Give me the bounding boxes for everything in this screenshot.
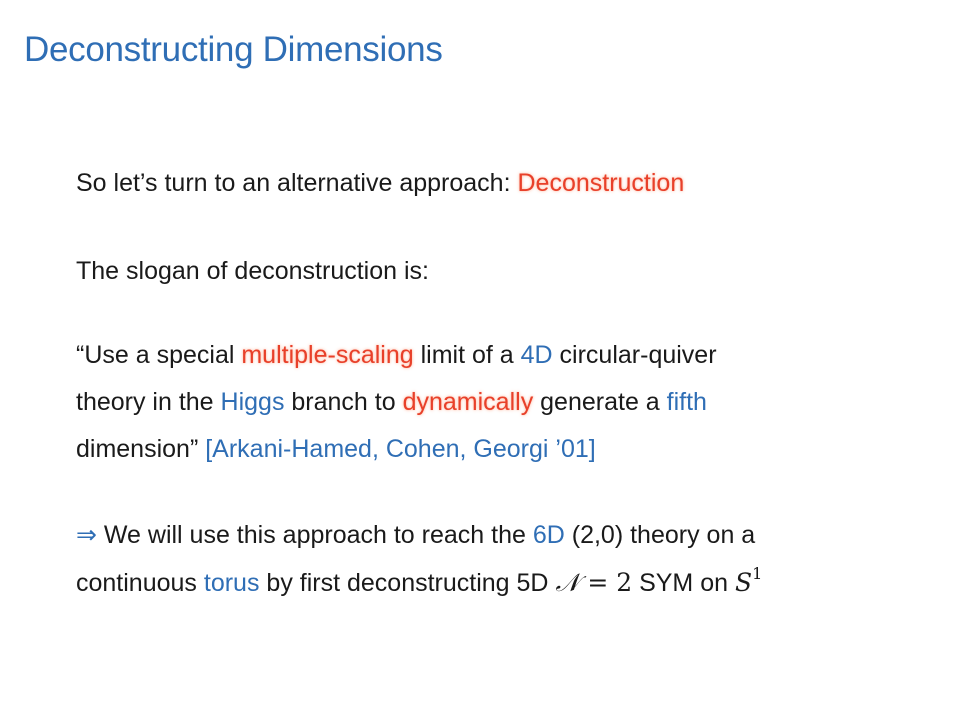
quote-text: “Use a special (76, 341, 242, 369)
dynamically-highlight: dynamically (402, 388, 534, 416)
quote-text: limit of a (413, 341, 521, 369)
conclusion-text: SYM on (632, 569, 735, 597)
intro-line (76, 160, 684, 207)
4d-highlight: 4D (520, 341, 553, 369)
quote-text: theory in the (76, 388, 221, 416)
quote-line-1 (76, 332, 717, 379)
math-n: 𝒩 (555, 568, 580, 597)
citation: [Arkani-Hamed, Cohen, Georgi ’01] (205, 435, 596, 463)
conclusion-text: (2,0) theory on a (564, 521, 756, 549)
6d-highlight: 6D (532, 521, 565, 549)
conclusion-text: We will use this approach to reach the (96, 521, 533, 549)
quote-text: branch to (284, 388, 403, 416)
math-s: S (734, 568, 753, 597)
conclusion-text: continuous (76, 569, 204, 597)
quote-text: dimension” (76, 435, 206, 463)
slogan-line (76, 248, 429, 295)
slogan-text: The slogan of deconstruction is: (76, 257, 429, 285)
conclusion-block (76, 512, 762, 607)
torus-highlight: torus (203, 569, 260, 597)
slide-title: Deconstructing Dimensions (24, 30, 443, 69)
quote-line-3 (76, 426, 717, 473)
deconstruction-highlight: Deconstruction (517, 169, 685, 197)
quote-text: generate a (533, 388, 667, 416)
quote-text: circular-quiver (552, 341, 717, 369)
fifth-highlight: fifth (666, 388, 707, 416)
intro-text: So let’s turn to an alternative approach: (76, 169, 518, 197)
multiple-scaling-highlight: multiple-scaling (241, 341, 414, 369)
conclusion-line-1 (76, 512, 762, 559)
implies-arrow-icon: ⇒ (76, 521, 97, 549)
math-equals-2: = 2 (579, 568, 633, 597)
quote-line-2 (76, 379, 717, 426)
quote-block (76, 332, 717, 473)
higgs-highlight: Higgs (220, 388, 285, 416)
math-superscript-1: 1 (752, 564, 763, 583)
conclusion-text: by first deconstructing 5D (259, 569, 556, 597)
conclusion-line-2 (76, 559, 762, 607)
